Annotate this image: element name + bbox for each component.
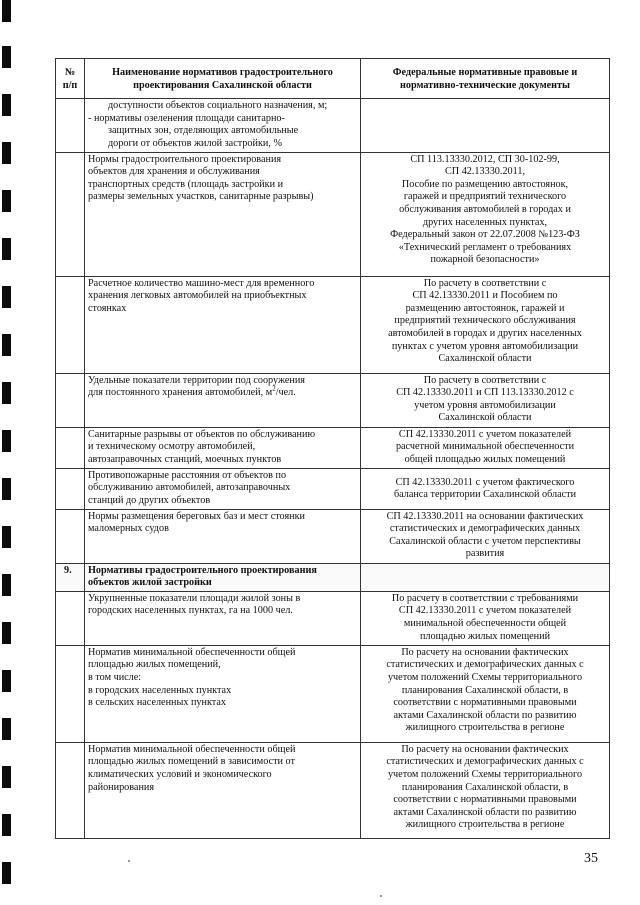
- row-num: [56, 591, 85, 645]
- row-docs-line: пожарной безопасности»: [430, 254, 540, 266]
- row-name-line: обслуживанию автомобилей, автозаправочных: [88, 482, 291, 494]
- header-docs-text: Федеральные нормативные правовые и нормативно-технические документы: [392, 67, 578, 91]
- row-docs-line: соответствии с нормативными правовыми: [393, 794, 577, 806]
- row-name-line: хранения легковых автомобилей на приобъектных: [88, 290, 307, 302]
- row-docs-line: статистических и демографических данных с: [386, 756, 584, 768]
- row-name-line: Расчетное количество машино-мест для временного: [88, 277, 315, 289]
- row-docs-line: СП 42.13330.2011,: [445, 166, 525, 178]
- row-docs-line: гаражей и предприятий технического: [403, 191, 567, 203]
- table-row: [56, 742, 610, 838]
- row-docs-line: учетом уровня автомобилизации: [414, 399, 556, 411]
- row-name-line: транспортных средств (площадь застройки и: [88, 178, 284, 190]
- row-docs-line: СП 42.13330.2011 и СП 113.13330.2012 с: [396, 387, 574, 399]
- row-docs-line: предприятий технического обслуживания: [394, 315, 576, 327]
- row-docs: [361, 591, 610, 645]
- header-num: [56, 59, 85, 99]
- row-docs-line: размещению автостоянок, гаражей и: [405, 302, 565, 314]
- row-name-line: Нормы размещения береговых баз и мест стоянки: [88, 510, 305, 522]
- row-num: [56, 742, 85, 838]
- row-name-line: районирования: [88, 781, 155, 793]
- row-name: [85, 645, 361, 742]
- row-docs-line: СП 42.13330.2011 на основании фактических: [386, 510, 584, 522]
- row-docs: [361, 99, 610, 152]
- row-name-line: в том числе:: [88, 671, 142, 683]
- row-name-line: Удельные показатели территории под сооружения: [88, 374, 305, 386]
- row-docs-line: баланса территории Сахалинской области: [393, 489, 577, 501]
- row-docs: [361, 373, 610, 427]
- row-name-line: Норматив минимальной обеспеченности общей: [88, 743, 296, 755]
- section-title: [85, 563, 361, 591]
- header-num-text: № п/п: [62, 67, 78, 91]
- row-docs-line: По расчету в соответствии с: [423, 277, 547, 289]
- row-num: [56, 276, 85, 373]
- row-num: [56, 373, 85, 427]
- row-docs-line: СП 42.13330.2011 с учетом показателей: [398, 605, 572, 617]
- table-row: [56, 591, 610, 645]
- row-docs: [361, 509, 610, 563]
- row-name-line: размеры земельных участков, санитарные разрывы): [88, 191, 314, 203]
- row-name-line: дороги от объектов жилой застройки, %: [108, 137, 282, 149]
- row-docs-line: площадью жилых помещений: [419, 630, 551, 642]
- row-docs-line: пунктах с учетом уровня автомобилизации: [391, 340, 579, 352]
- row-docs: [361, 563, 610, 591]
- row-docs-line: автомобилей в городах и других населенных: [388, 327, 582, 339]
- row-docs-line: Сахалинской области с учетом перспективы: [389, 535, 581, 547]
- row-docs-line: СП 113.13330.2012, СП 30-102-99,: [410, 153, 560, 165]
- row-docs: [361, 645, 610, 742]
- row-docs-line: развития: [465, 548, 505, 560]
- row-docs: [361, 152, 610, 276]
- row-docs-line: общей площадью жилых помещений: [404, 453, 566, 465]
- row-docs: [361, 276, 610, 373]
- row-name-text: /чел.: [275, 387, 296, 399]
- row-name-line: Нормы градостроительного проектирования: [88, 153, 282, 165]
- norms-table: [55, 58, 610, 839]
- row-name-sup: 2: [272, 384, 276, 393]
- row-docs-line: СП 42.13330.2011 с учетом показателей: [398, 428, 572, 440]
- row-docs: [361, 742, 610, 838]
- row-docs-line: СП 42.13330.2011 с учетом фактического: [395, 476, 575, 488]
- row-num: [56, 645, 85, 742]
- row-num: [56, 152, 85, 276]
- row-docs-line: актами Сахалинской области по развитию: [393, 709, 577, 721]
- header-name: [85, 59, 361, 99]
- row-name-line: Укрупненные показатели площади жилой зоны в: [88, 592, 301, 604]
- header-docs: [361, 59, 610, 99]
- row-name: [85, 276, 361, 373]
- row-docs-line: расчетной минимальной обеспеченности: [395, 441, 575, 453]
- row-name-line: маломерных судов: [88, 523, 169, 535]
- row-docs-line: жилищного строительства в регионе: [405, 722, 565, 734]
- row-name-line: Норматив минимальной обеспеченности общей: [88, 646, 296, 658]
- section-title-line: Нормативы градостроительного проектирования: [88, 564, 317, 576]
- row-name-line: Противопожарные расстояния от объектов по: [88, 469, 287, 481]
- row-docs-line: учетом положений Схемы территориального: [387, 768, 583, 780]
- row-name-line: защитных зон, отделяющих автомобильные: [108, 125, 299, 137]
- row-docs-line: Сахалинской области: [438, 412, 532, 424]
- header-name-text: Наименование нормативов градостроительного проектирования Сахалинской области: [112, 67, 333, 91]
- row-name-text: для постоянного хранения автомобилей, м: [88, 387, 273, 399]
- row-docs-line: минимальной обеспеченности общей: [403, 617, 567, 629]
- row-num: [56, 509, 85, 563]
- page-number: 35: [584, 851, 598, 866]
- row-docs-line: обслуживания автомобилей в городах и: [399, 203, 571, 215]
- table-row: [56, 152, 610, 276]
- row-name-line: доступности объектов социального назначения, м;: [108, 100, 328, 112]
- row-name: [85, 373, 361, 427]
- row-docs-line: актами Сахалинской области по развитию: [393, 806, 577, 818]
- row-name: [85, 468, 361, 509]
- row-name-line: - нормативы озеленения площади санитарно-: [88, 112, 285, 124]
- row-docs-line: «Технический регламент о требованиях: [398, 241, 572, 253]
- scan-speck: [380, 895, 382, 897]
- table-row: [56, 373, 610, 427]
- row-name-line: площадью жилых помещений в зависимости от: [88, 756, 295, 768]
- table-row: [56, 427, 610, 468]
- table-row: [56, 276, 610, 373]
- row-name: [85, 427, 361, 468]
- row-name: [85, 99, 361, 152]
- row-name-line: [88, 384, 357, 400]
- section-title-line: объектов жилой застройки: [88, 577, 212, 589]
- row-num: [56, 468, 85, 509]
- row-docs: [361, 427, 610, 468]
- binding-marks: [2, 0, 16, 905]
- row-docs-line: По расчету на основании фактических: [401, 743, 569, 755]
- row-docs-line: Федеральный закон от 22.07.2008 №123-ФЗ: [390, 229, 580, 241]
- row-docs-line: планирования Сахалинской области, в: [401, 684, 569, 696]
- row-docs-line: По расчету на основании фактических: [401, 646, 569, 658]
- row-name: [85, 742, 361, 838]
- table-row: [56, 645, 610, 742]
- row-name-line: площадью жилых помещений,: [88, 659, 221, 671]
- row-name-line: стоянках: [88, 302, 127, 314]
- row-docs-line: По расчету в соответствии с требованиями: [391, 592, 579, 604]
- row-name-line: климатических условий и экономического: [88, 768, 272, 780]
- row-name-line: городских населенных пунктах, га на 1000 чел.: [88, 605, 293, 617]
- row-docs-line: учетом положений Схемы территориального: [387, 671, 583, 683]
- row-docs-line: По расчету в соответствии с: [423, 374, 547, 386]
- row-docs-line: соответствии с нормативными правовыми: [393, 697, 577, 709]
- table-row: [56, 468, 610, 509]
- scan-speck: [128, 860, 130, 862]
- row-name-line: станций до других объектов: [88, 494, 211, 506]
- row-docs-line: СП 42.13330.2011 и Пособием по: [412, 290, 558, 302]
- row-docs-line: других населенных пунктах,: [422, 216, 548, 228]
- row-name: [85, 152, 361, 276]
- row-docs-line: планирования Сахалинской области, в: [401, 781, 569, 793]
- row-name-line: автозаправочных станций, моечных пунктов: [88, 453, 282, 465]
- row-num: [56, 427, 85, 468]
- row-name-line: в городских населенных пунктах: [88, 684, 232, 696]
- table-row: [56, 509, 610, 563]
- table-header: [56, 59, 610, 99]
- table-row: [56, 99, 610, 152]
- row-docs-line: Пособие по размещению автостоянок,: [401, 178, 569, 190]
- row-docs-line: статистических и демографических данных: [389, 523, 581, 535]
- row-docs: [361, 468, 610, 509]
- row-name-line: и техническому осмотру автомобилей,: [88, 441, 256, 453]
- row-name: [85, 509, 361, 563]
- row-name-line: Санитарные разрывы от объектов по обслуживанию: [88, 428, 316, 440]
- row-docs-line: жилищного строительства в регионе: [405, 819, 565, 831]
- row-docs-line: Сахалинской области: [438, 353, 532, 365]
- row-num: [56, 99, 85, 152]
- section-row: [56, 563, 610, 591]
- row-name: [85, 591, 361, 645]
- row-name-line: в сельских населенных пунктах: [88, 697, 226, 709]
- row-docs-line: статистических и демографических данных с: [386, 659, 584, 671]
- section-num: 9.: [56, 563, 85, 591]
- row-name-line: объектов для хранения и обслуживания: [88, 166, 260, 178]
